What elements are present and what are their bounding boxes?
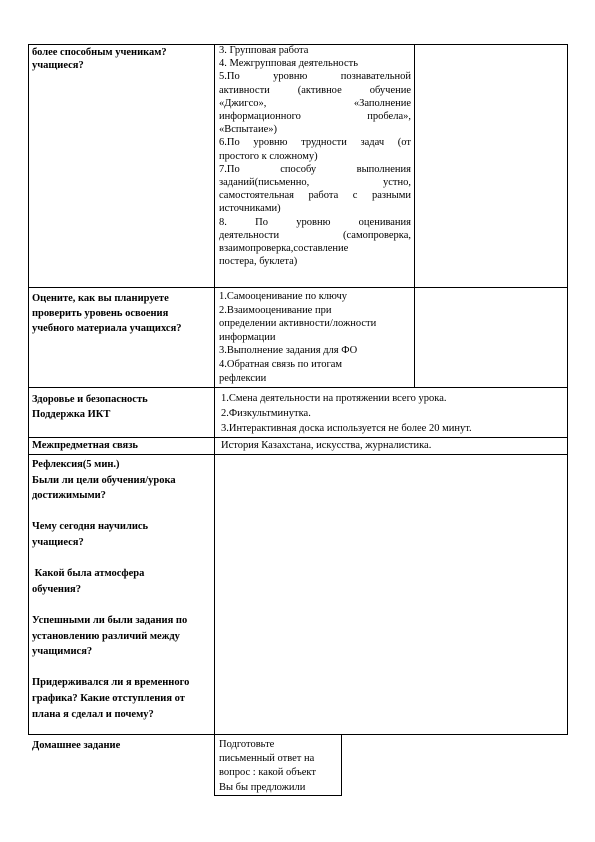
question-line: установлению различий между: [32, 630, 180, 642]
question-line: графика? Какие отступления от: [32, 692, 185, 704]
row4-question: [32, 439, 212, 452]
answer-line: письменный ответ на: [219, 753, 315, 765]
question-line: Поддержка ИКТ: [32, 409, 111, 421]
question-line: Успешными ли были задания по: [32, 614, 188, 626]
answer-line: деятельности (самопроверка,: [219, 229, 411, 241]
answer-line: информации: [219, 331, 276, 343]
answer-line: История Казахстана, искусства, журналистика.: [221, 440, 432, 451]
question-line: [32, 660, 212, 676]
row3-question: [32, 392, 212, 422]
column-divider-third-2: [414, 287, 415, 388]
answer-line: заданий(письменно, устно,: [219, 177, 411, 189]
answer-line: 4.Обратная связь по итогам: [219, 358, 343, 370]
row-divider-4: [28, 454, 568, 455]
question-line: Придерживался ли я временного: [32, 677, 190, 689]
question-line: Домашнее задание: [32, 740, 121, 751]
question-line: Оцените, как вы планируете: [32, 293, 169, 304]
row-divider-3: [28, 437, 568, 438]
answer-line: 2.Взаимооценивание при: [219, 304, 332, 316]
homework-inner-bottom: [215, 795, 342, 796]
row-divider-5: [28, 734, 568, 735]
answer-line: взаимопроверка,составление: [219, 243, 349, 255]
answer-line: рефлексии: [219, 372, 267, 384]
answer-line: источниками): [219, 203, 281, 215]
answer-line: 6.По уровню трудности задач (от: [219, 137, 411, 149]
question-line: [32, 597, 212, 613]
question-line: Были ли цели обучения/урока: [32, 474, 176, 486]
answer-line: 2.Физкультминутка.: [221, 408, 311, 420]
answer-line: вопрос : какой объект: [219, 767, 316, 779]
answer-line: информационного пробела»,: [219, 111, 411, 123]
homework-left-border: [214, 734, 215, 796]
table-left-border: [28, 44, 29, 735]
table-right-border: [567, 44, 568, 735]
answer-line: 7.По способу выполнения: [219, 163, 411, 175]
row1-question: [32, 46, 212, 72]
question-line: обучения?: [32, 583, 81, 595]
answer-line: Вы бы предложили: [219, 781, 306, 793]
question-line: учащиеся?: [32, 536, 84, 548]
question-line: Чему сегодня научились: [32, 521, 149, 533]
question-line: [32, 504, 212, 520]
row2-question: [32, 291, 212, 337]
question-line: Здоровье и безопасность: [32, 394, 148, 405]
answer-line: Подготовьте: [219, 739, 275, 750]
answer-line: определении активности/ложности: [219, 318, 377, 330]
row1-question-line: учащиеся?: [32, 60, 84, 72]
answer-line: 3. Групповая работа: [219, 45, 309, 56]
answer-line: простого к сложному): [219, 150, 318, 162]
row1-question-line: более способным ученикам?: [32, 47, 167, 58]
answer-line: активности (активное обучение: [219, 84, 411, 96]
question-line: [32, 551, 212, 567]
question-line: Рефлексия(5 мин.): [32, 459, 120, 470]
answer-line: 3.Выполнение задания для ФО: [219, 345, 358, 357]
question-line: проверить уровень освоения: [32, 308, 169, 320]
answer-line: «Вспытаие»): [219, 124, 277, 136]
row-divider-1: [28, 287, 568, 288]
answer-line: самостоятельная работа с разными: [219, 190, 411, 202]
answer-line: 3.Интерактивная доска используется не более 20 минут.: [221, 423, 472, 435]
question-line: Межпредметная связь: [32, 440, 138, 451]
column-divider-main: [214, 44, 215, 735]
answer-line: 8. По уровню оценивания: [219, 216, 411, 228]
homework-answer: [219, 738, 341, 795]
answer-line: «Джигсо», «Заполнение: [219, 97, 411, 109]
row1-answer: [219, 44, 411, 268]
answer-line: 4. Межгрупповая деятельность: [219, 58, 358, 70]
answer-line: 1.Смена деятельности на протяжении всего урока.: [221, 393, 447, 404]
row-divider-2: [28, 387, 568, 388]
homework-right-border: [341, 734, 342, 796]
reflection-questions: [32, 457, 212, 722]
answer-line: 5.По уровню познавательной: [219, 71, 411, 83]
row3-answer: [221, 391, 565, 437]
answer-line: 1.Самооценивание по ключу: [219, 291, 348, 302]
question-line: достижимыми?: [32, 490, 106, 502]
column-divider-third-1: [414, 44, 415, 288]
answer-line: постера, буклета): [219, 256, 298, 268]
row2-answer: [219, 290, 411, 385]
question-line: учебного материала учащихся?: [32, 323, 182, 335]
question-line: Какой была атмосфера: [32, 568, 145, 580]
question-line: плана я сделал и почему?: [32, 708, 154, 720]
row4-answer: [221, 439, 565, 452]
question-line: учащимися?: [32, 646, 93, 658]
homework-label: [32, 739, 212, 752]
